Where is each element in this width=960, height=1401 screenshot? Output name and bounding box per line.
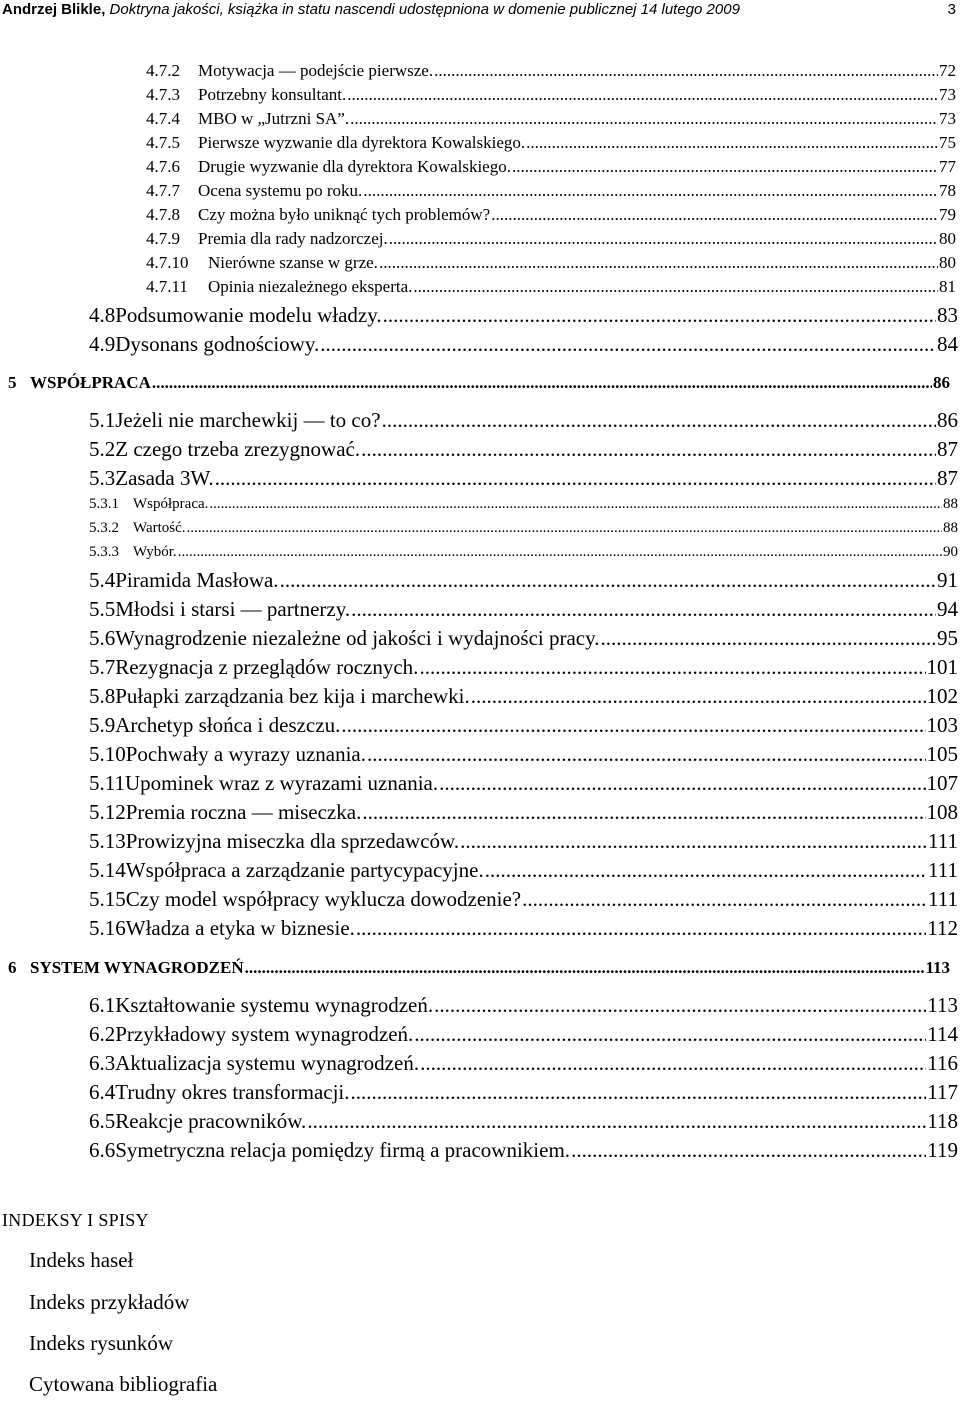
toc-page: 107 — [926, 771, 958, 795]
toc-page: 116 — [927, 1051, 958, 1075]
toc-entry[interactable]: 6.4Trudny okres transformacji. ..... 117 — [89, 1080, 958, 1108]
indexes-heading: INDEKSY I SPISY — [2, 1210, 149, 1230]
toc-page: 103 — [926, 713, 958, 737]
toc-page: 108 — [926, 800, 958, 824]
toc-entry[interactable]: 4.8Podsumowanie modelu władzy. ..... 83 — [89, 303, 958, 331]
toc-page: 111 — [928, 858, 958, 882]
toc-entry[interactable]: 5.3Zasada 3W. ..... 87 — [89, 466, 958, 494]
toc-page: 112 — [927, 916, 958, 940]
toc-page: 72 — [939, 61, 956, 80]
toc-entry[interactable]: 5.3.3 Wybór. ..... 90 — [89, 544, 958, 564]
index-link[interactable]: Indeks rysunków — [29, 1331, 174, 1355]
toc-page: 90 — [943, 544, 958, 560]
toc-page: 111 — [928, 887, 958, 911]
toc-page: 113 — [927, 993, 958, 1017]
toc-entry[interactable]: 4.7.10 Nierówne szanse w grze. ..... 80 — [146, 253, 956, 275]
toc-page: 105 — [926, 742, 958, 766]
toc-entry[interactable]: 5.2Z czego trzeba zrezygnować. ..... 87 — [89, 437, 958, 465]
toc-entry[interactable]: 5.4Piramida Masłowa. ..... 91 — [89, 568, 958, 596]
running-header — [2, 0, 740, 20]
toc-entry[interactable]: 4.7.5 Pierwsze wyzwanie dla dyrektora Kowalskiego. ..... 75 — [146, 133, 956, 155]
toc-page: 87 — [937, 466, 958, 490]
toc-page: 84 — [937, 332, 958, 356]
toc-page: 86 — [933, 373, 950, 392]
toc-entry[interactable]: 4.7.3 Potrzebny konsultant. ..... 73 — [146, 85, 956, 107]
toc-entry[interactable]: 6.1Kształtowanie systemu wynagrodzeń. ..... 113 — [89, 993, 958, 1021]
toc-page: 79 — [939, 205, 956, 224]
toc-page: 111 — [928, 829, 958, 853]
toc-entry[interactable]: 5.14Współpraca a zarządzanie partycypacyjne. ..... 111 — [89, 858, 958, 886]
toc-entry[interactable]: 4.7.2 Motywacja — podejście pierwsze. ..... 72 — [146, 61, 956, 83]
toc-entry[interactable]: 5.16Władza a etyka w biznesie. ..... 112 — [89, 916, 958, 944]
toc-page: 88 — [943, 496, 958, 512]
page-header — [0, 0, 960, 22]
toc-entry[interactable]: 5.12Premia roczna — miseczka. ..... 108 — [89, 800, 958, 828]
toc-entry[interactable]: 5.3.2 Wartość. ..... 88 — [89, 520, 958, 540]
toc-entry[interactable]: 4.7.7 Ocena systemu po roku. ..... 78 — [146, 181, 956, 203]
toc-entry[interactable]: 6.3Aktualizacja systemu wynagrodzeń. ..... 116 — [89, 1051, 958, 1079]
toc-entry[interactable]: 4.7.11 Opinia niezależnego eksperta. ..... 81 — [146, 277, 956, 299]
toc-chapter[interactable]: 6 SYSTEM WYNAGRODZEŃ ..... 113 — [8, 958, 950, 982]
toc-entry[interactable]: 5.10Pochwały a wyrazy uznania. ..... 105 — [89, 742, 958, 770]
toc-entry[interactable]: 4.7.4 MBO w „Jutrzni SA”. ..... 73 — [146, 109, 956, 131]
page-number: 3 — [947, 1, 956, 18]
toc-page: 118 — [927, 1109, 958, 1133]
index-link[interactable]: Cytowana bibliografia — [29, 1372, 218, 1396]
toc-page: 95 — [937, 626, 958, 650]
toc-page: 83 — [937, 303, 958, 327]
toc-page: 80 — [939, 229, 956, 248]
toc-entry[interactable]: 5.13Prowizyjna miseczka dla sprzedawców. ..... 111 — [89, 829, 958, 857]
toc-page: 91 — [937, 568, 958, 592]
toc-page: 75 — [939, 133, 956, 152]
toc-page: 114 — [927, 1022, 958, 1046]
toc-page: 81 — [939, 277, 956, 296]
toc-entry[interactable]: 4.7.6 Drugie wyzwanie dla dyrektora Kowalskiego. ..... 77 — [146, 157, 956, 179]
toc-page: 117 — [927, 1080, 958, 1104]
toc-page: 113 — [925, 958, 950, 977]
toc-page: 80 — [939, 253, 956, 272]
toc-entry[interactable]: 5.6Wynagrodzenie niezależne od jakości i wydajności pracy. ..... 95 — [89, 626, 958, 654]
toc-entry[interactable]: 4.7.8 Czy można było uniknąć tych problemów? ..... 79 — [146, 205, 956, 227]
header-title: Doktryna jakości, książka in statu nascendi udostępniona w domenie publicznej 14 lutego 2009 — [105, 1, 740, 18]
toc-page: 77 — [939, 157, 956, 176]
toc-entry[interactable]: 4.9Dysonans godnościowy. ..... 84 — [89, 332, 958, 360]
toc-page: 119 — [927, 1138, 958, 1162]
toc-entry[interactable]: 6.5Reakcje pracowników. ..... 118 — [89, 1109, 958, 1137]
toc-page: 86 — [937, 408, 958, 432]
toc-page: 87 — [937, 437, 958, 461]
toc-entry[interactable]: 5.1Jeżeli nie marchewkij — to co? ..... 86 — [89, 408, 958, 436]
toc-entry[interactable]: 6.2Przykładowy system wynagrodzeń. ..... 114 — [89, 1022, 958, 1050]
toc-page: 78 — [939, 181, 956, 200]
toc-page: 73 — [939, 85, 956, 104]
toc-page: 102 — [926, 684, 958, 708]
toc-page: 73 — [939, 109, 956, 128]
toc-entry[interactable]: 5.5Młodsi i starsi — partnerzy. ..... 94 — [89, 597, 958, 625]
toc-entry[interactable]: 5.11Upominek wraz z wyrazami uznania. ..... 107 — [89, 771, 958, 799]
toc-chapter[interactable]: 5 WSPÓŁPRACA ..... 86 — [8, 373, 950, 397]
toc-entry[interactable]: 5.15Czy model współpracy wyklucza dowodzenie? ..... 111 — [89, 887, 958, 915]
toc-entry[interactable]: 5.3.1 Współpraca. ..... 88 — [89, 496, 958, 516]
toc-page: 101 — [926, 655, 958, 679]
toc-entry[interactable]: 5.7Rezygnacja z przeglądów rocznych. ..... 101 — [89, 655, 958, 683]
header-author: Andrzej Blikle, — [2, 1, 106, 18]
toc-entry[interactable]: 5.9Archetyp słońca i deszczu. ..... 103 — [89, 713, 958, 741]
toc-entry[interactable]: 4.7.9 Premia dla rady nadzorczej. ..... 80 — [146, 229, 956, 251]
toc-page: 94 — [937, 597, 958, 621]
index-link[interactable]: Indeks przykładów — [29, 1290, 190, 1314]
index-link[interactable]: Indeks haseł — [29, 1248, 134, 1272]
toc-entry[interactable]: 6.6Symetryczna relacja pomiędzy firmą a pracownikiem. ..... 119 — [89, 1138, 958, 1166]
toc-page: 88 — [943, 520, 958, 536]
toc-entry[interactable]: 5.8Pułapki zarządzania bez kija i marchewki. ..... 102 — [89, 684, 958, 712]
